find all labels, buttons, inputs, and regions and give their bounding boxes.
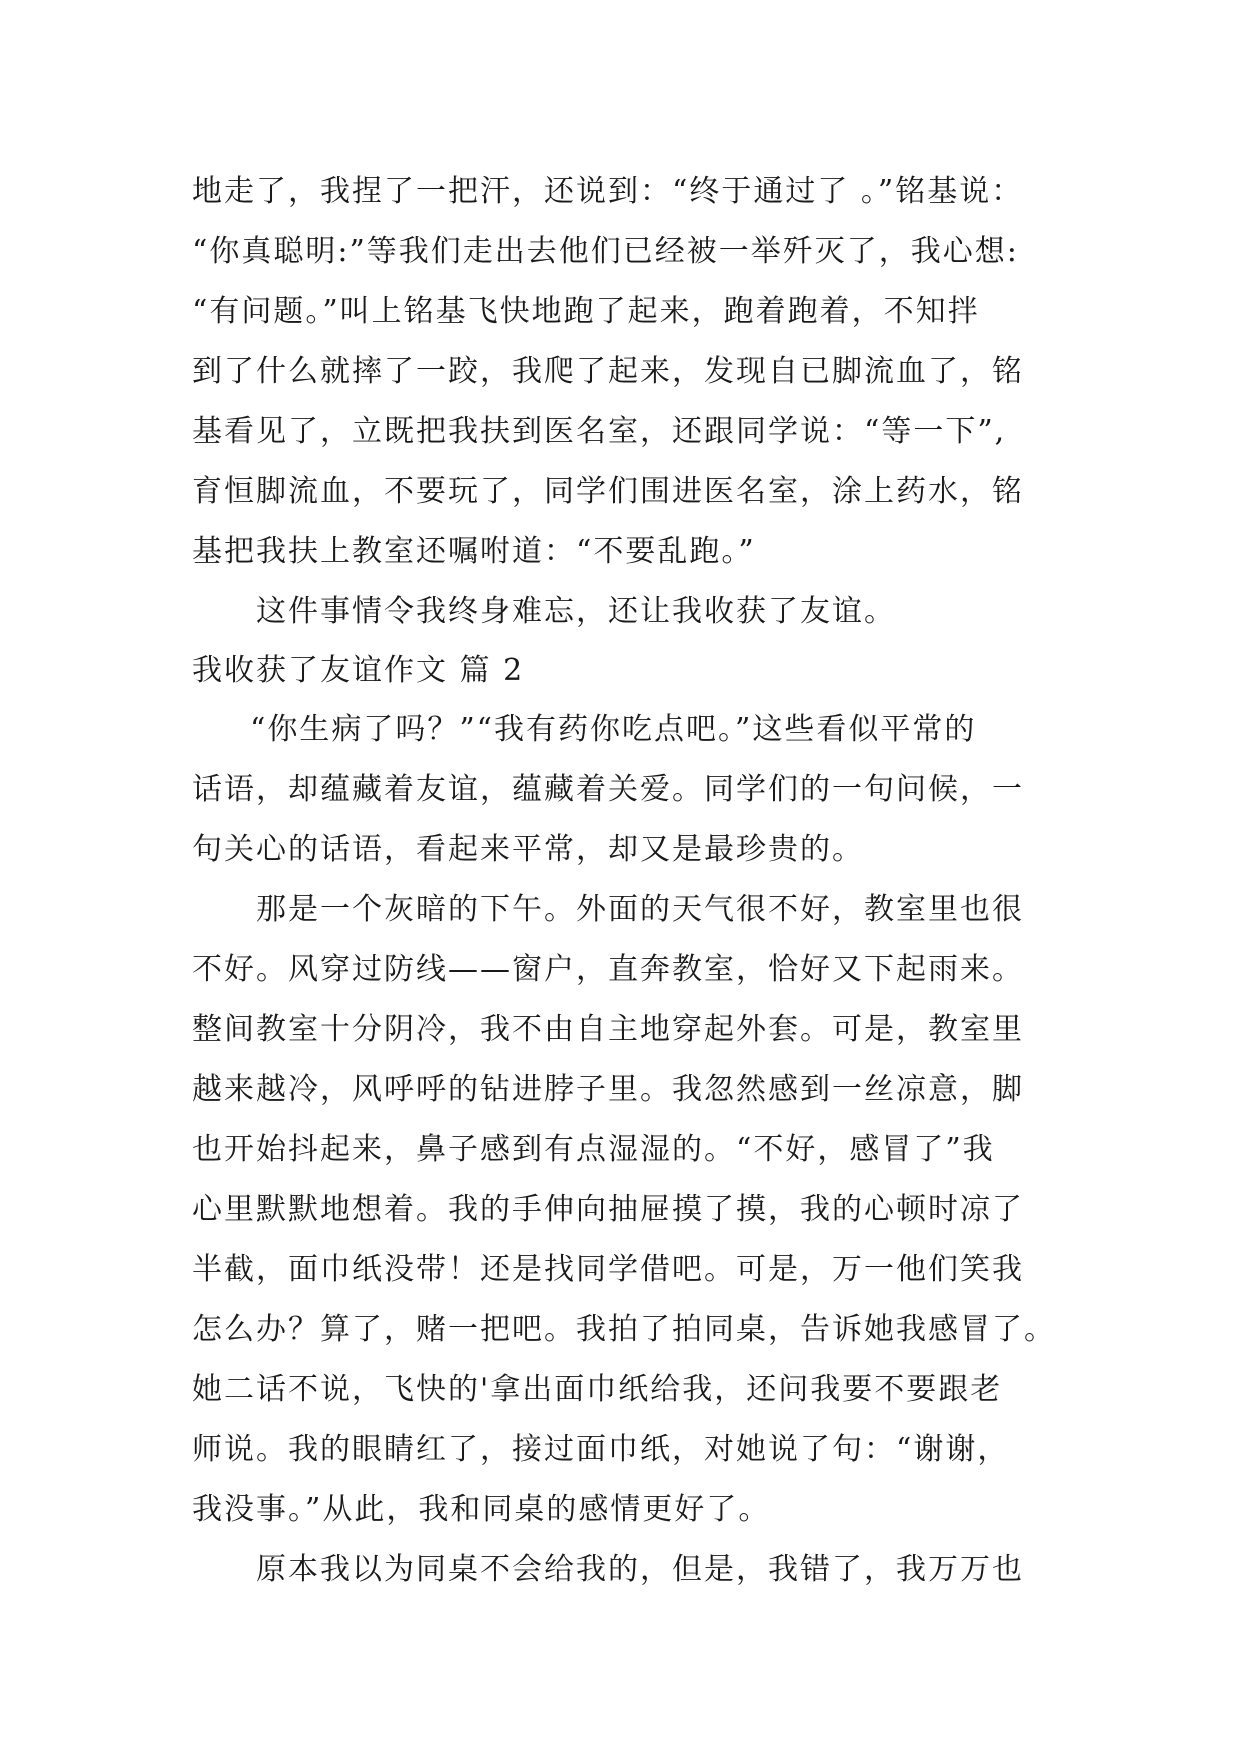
closing-sentence: 这件事情令我终身难忘，还让我收获了友谊。 (256, 594, 896, 629)
paragraph-line: 越来越冷，风呼呼的钻进脖子里。我忽然感到一丝凉意，脚 (192, 1072, 1024, 1107)
paragraph-line: 怎么办？算了，赌一把吧。我拍了拍同桌，告诉她我感冒了。 (192, 1312, 1056, 1347)
paragraph-line: 那是一个灰暗的下午。外面的天气很不好，教室里也很 (256, 892, 1024, 927)
paragraph-line: 句关心的话语，看起来平常，却又是最珍贵的。 (192, 832, 864, 867)
paragraph-line: 半截，面巾纸没带！还是找同学借吧。可是，万一他们笑我 (192, 1252, 1024, 1287)
text-line: 育恒脚流血，不要玩了，同学们围进医名室，涂上药水，铭 (192, 474, 1024, 509)
paragraph-line: 也开始抖起来，鼻子感到有点湿湿的。“不好，感冒了”我 (192, 1132, 995, 1167)
text-line: “你真聪明:”等我们走出去他们已经被一举歼灭了，我心想: (192, 234, 1019, 269)
paragraph-line: 我没事。”从此，我和同桌的感情更好了。 (192, 1492, 771, 1527)
text-line: “有问题。”叫上铭基飞快地跑了起来，跑着跑着，不知拌 (192, 294, 980, 329)
paragraph-line: 话语，却蕴藏着友谊，蕴藏着关爱。同学们的一句问候，一 (192, 772, 1024, 807)
paragraph-line: 不好。风穿过防线——窗户，直奔教室，恰好又下起雨来。 (192, 952, 1024, 987)
text-line: 基把我扶上教室还嘱咐道：“不要乱跑。” (192, 534, 756, 569)
paragraph-line: “你生病了吗？”“我有药你吃点吧。”这些看似平常的 (250, 712, 977, 747)
document-body (192, 162, 1112, 1600)
paragraph-line: 原本我以为同桌不会给我的，但是，我错了，我万万也 (256, 1552, 1024, 1587)
text-line: 地走了，我捏了一把汗，还说到：“终于通过了 。”铭基说： (192, 174, 1024, 209)
text-line: 基看见了，立既把我扶到医名室，还跟同学说：“等一下”, (192, 414, 1007, 449)
section-title: 我收获了友谊作文 篇 2 (192, 653, 525, 688)
paragraph-line: 师说。我的眼睛红了，接过面巾纸，对她说了句：“谢谢， (192, 1432, 1010, 1467)
paragraph-line: 心里默默地想着。我的手伸向抽屉摸了摸，我的心顿时凉了 (192, 1192, 1024, 1227)
paragraph-line: 整间教室十分阴冷，我不由自主地穿起外套。可是，教室里 (192, 1012, 1024, 1047)
paragraph-line: 她二话不说，飞快的'拿出面巾纸给我，还问我要不要跟老 (192, 1372, 1003, 1407)
text-line: 到了什么就摔了一跤，我爬了起来，发现自已脚流血了，铭 (192, 354, 1024, 389)
